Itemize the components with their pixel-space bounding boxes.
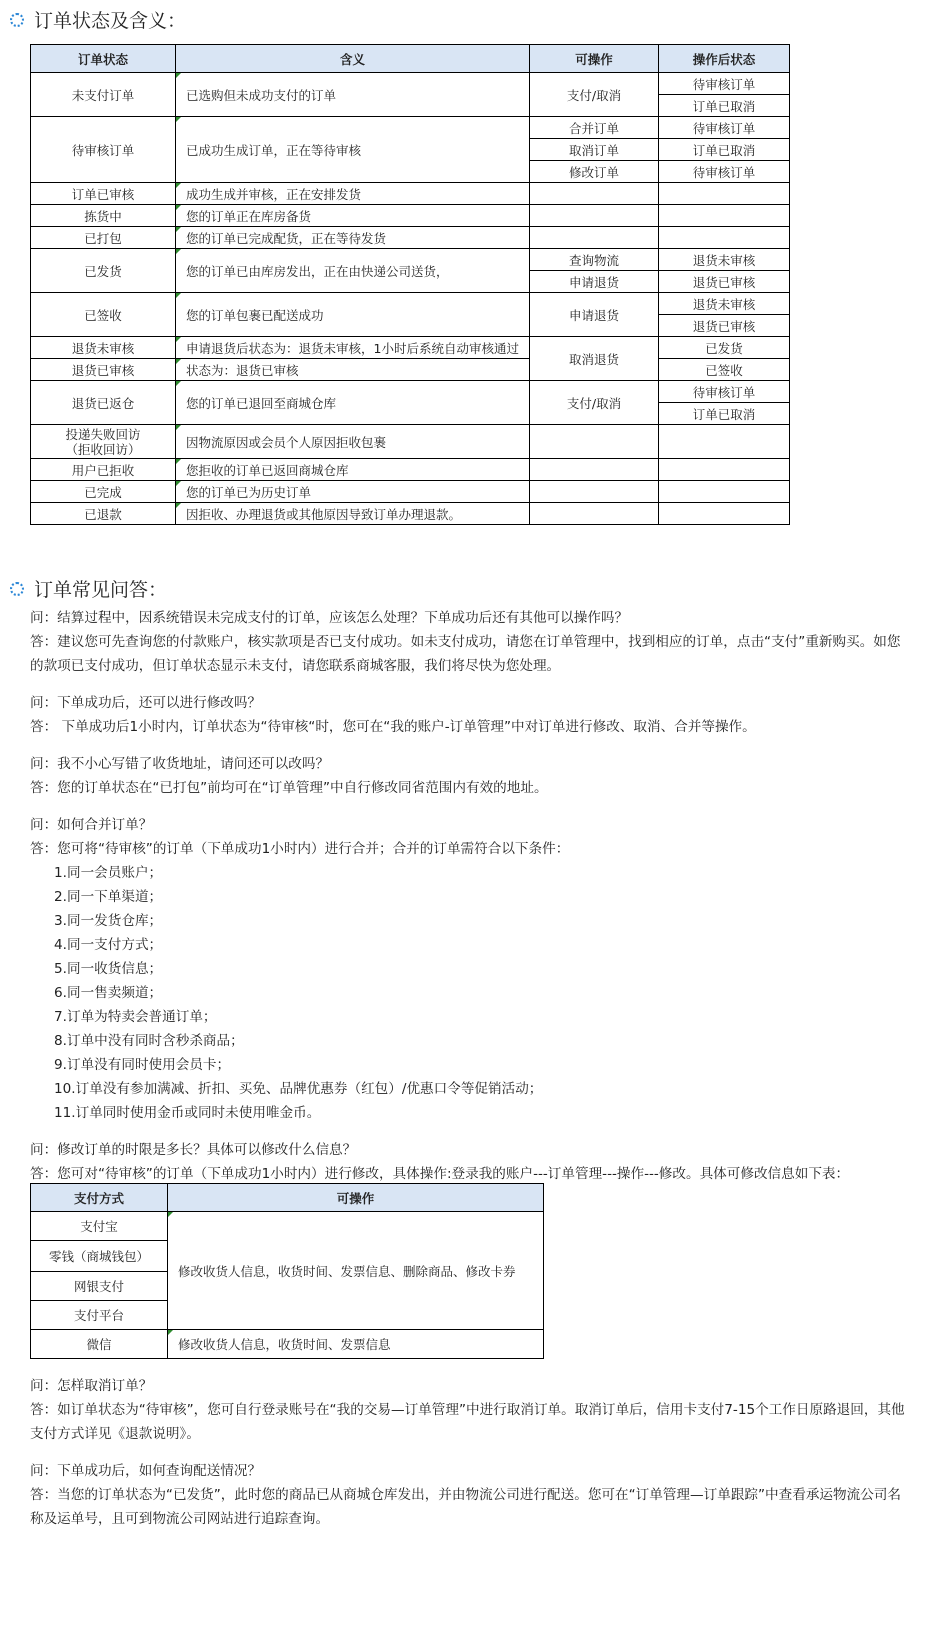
status-cell: 未支付订单 bbox=[31, 73, 176, 117]
table-row bbox=[31, 337, 790, 359]
status-cell: 待审核订单 bbox=[31, 117, 176, 183]
status-cell: 已发货 bbox=[31, 249, 176, 293]
status-cell: 订单已审核 bbox=[31, 183, 176, 205]
result-cell: 订单已取消 bbox=[659, 139, 790, 161]
status-cell: 已签收 bbox=[31, 293, 176, 337]
result-cell: 待审核订单 bbox=[659, 161, 790, 183]
status-cell: 投递失败回访 （拒收回访） bbox=[31, 425, 176, 459]
meaning-cell: 状态为：退货已审核 bbox=[176, 359, 530, 381]
table-row bbox=[31, 481, 790, 503]
result-cell: 订单已取消 bbox=[659, 95, 790, 117]
result-cell: 退货已审核 bbox=[659, 271, 790, 293]
status-cell: 退货已审核 bbox=[31, 359, 176, 381]
result-cell: 已签收 bbox=[659, 359, 790, 381]
status-cell: 退货未审核 bbox=[31, 337, 176, 359]
meaning-cell: 因物流原因或会员个人原因拒收包裹 bbox=[176, 425, 530, 459]
section-order-status-title: 订单状态及含义： bbox=[10, 6, 186, 33]
table-row bbox=[31, 459, 790, 481]
faq-block-1 bbox=[30, 606, 905, 1186]
meaning-cell: 因拒收、办理退货或其他原因导致订单办理退款。 bbox=[176, 503, 530, 525]
pay-method-cell: 支付平台 bbox=[31, 1301, 168, 1330]
pay-method-cell: 网银支付 bbox=[31, 1272, 168, 1301]
status-cell: 已打包 bbox=[31, 227, 176, 249]
status-cell: 已退款 bbox=[31, 503, 176, 525]
list-item: 3.同一发货仓库； bbox=[54, 913, 163, 929]
faq-answer: 答：建议您可先查询您的付款账户，核实款项是否已支付成功。如未支付成功，请您在订单管理中，找到相应的订单，点击“支付”重新购买。如您的款项已支付成功，但订单状态显示未支付，请您联系商城客服，我们将尽快为您处理。 bbox=[30, 634, 901, 674]
meaning-cell: 您的订单已由库房发出，正在由快递公司送货， bbox=[176, 249, 530, 293]
faq-question: 问：下单成功后，如何查询配送情况？ bbox=[30, 1463, 262, 1479]
status-cell: 退货已返仓 bbox=[31, 381, 176, 425]
table-row bbox=[31, 381, 790, 403]
header-ops: 可操作 bbox=[530, 45, 659, 73]
faq-question: 问：如何合并订单？ bbox=[30, 817, 153, 833]
table-row bbox=[31, 183, 790, 205]
result-cell: 待审核订单 bbox=[659, 381, 790, 403]
faq-answer: 答：您可对“待审核”的订单（下单成功1小时内）进行修改，具体操作:登录我的账户---订单管理---操作---修改。具体可修改信息如下表： bbox=[30, 1166, 850, 1182]
pay-ops-cell: 修改收货人信息，收货时间、发票信息 bbox=[168, 1330, 544, 1359]
meaning-cell: 成功生成并审核，正在安排发货 bbox=[176, 183, 530, 205]
result-cell: 待审核订单 bbox=[659, 73, 790, 95]
ops-cell: 支付/取消 bbox=[530, 73, 659, 117]
faq-answer: 答：您可将“待审核”的订单（下单成功1小时内）进行合并；合并的订单需符合以下条件： bbox=[30, 841, 570, 857]
table-row bbox=[31, 117, 790, 139]
faq-question: 问：下单成功后，还可以进行修改吗？ bbox=[30, 695, 262, 711]
table-row bbox=[31, 205, 790, 227]
list-item: 4.同一支付方式； bbox=[54, 937, 163, 953]
header-pay-ops: 可操作 bbox=[168, 1184, 544, 1212]
ops-cell: 支付/取消 bbox=[530, 381, 659, 425]
table-row bbox=[31, 1212, 544, 1241]
result-cell: 已发货 bbox=[659, 337, 790, 359]
ops-cell: 申请退货 bbox=[530, 293, 659, 337]
list-item: 10.订单没有参加满减、折扣、买免、品牌优惠券（红包）/优惠口令等促销活动； bbox=[54, 1081, 543, 1097]
header-status: 订单状态 bbox=[31, 45, 176, 73]
meaning-cell: 您的订单已完成配货，正在等待发货 bbox=[176, 227, 530, 249]
meaning-cell: 申请退货后状态为：退货未审核，1小时后系统自动审核通过 bbox=[176, 337, 530, 359]
list-item: 2.同一下单渠道； bbox=[54, 889, 163, 905]
faq-question: 问：我不小心写错了收货地址，请问还可以改吗？ bbox=[30, 756, 330, 772]
faq-question: 问：怎样取消订单？ bbox=[30, 1378, 153, 1394]
ops-cell: 取消订单 bbox=[530, 139, 659, 161]
table-row bbox=[31, 293, 790, 315]
list-item: 11.订单同时使用金币或同时未使用唯金币。 bbox=[54, 1105, 321, 1121]
table-row bbox=[31, 425, 790, 459]
header-result: 操作后状态 bbox=[659, 45, 790, 73]
meaning-cell: 您的订单正在库房备货 bbox=[176, 205, 530, 227]
meaning-cell: 您的订单已为历史订单 bbox=[176, 481, 530, 503]
payment-methods-table bbox=[30, 1183, 544, 1359]
faq-answer: 答： 下单成功后1小时内，订单状态为“待审核“时，您可在“我的账户-订单管理”中对订单进行修改、取消、合并等操作。 bbox=[30, 719, 756, 735]
result-cell: 待审核订单 bbox=[659, 117, 790, 139]
meaning-cell: 您拒收的订单已返回商城仓库 bbox=[176, 459, 530, 481]
header-pay-method: 支付方式 bbox=[31, 1184, 168, 1212]
status-cell: 已完成 bbox=[31, 481, 176, 503]
meaning-cell: 已成功生成订单，正在等待审核 bbox=[176, 117, 530, 183]
table-row bbox=[31, 73, 790, 95]
list-item: 1.同一会员账户； bbox=[54, 865, 163, 881]
pay-method-cell: 微信 bbox=[31, 1330, 168, 1359]
bullet-icon bbox=[10, 13, 24, 27]
pay-ops-cell: 修改收货人信息，收货时间、发票信息、删除商品、修改卡券 bbox=[168, 1212, 544, 1330]
table-row bbox=[31, 1330, 544, 1359]
faq-question: 问：结算过程中，因系统错误未完成支付的订单，应该怎么处理？下单成功后还有其他可以操作吗？ bbox=[30, 610, 629, 626]
bullet-icon bbox=[10, 582, 24, 596]
pay-method-cell: 支付宝 bbox=[31, 1212, 168, 1241]
meaning-cell: 您的订单包裹已配送成功 bbox=[176, 293, 530, 337]
section-faq-title: 订单常见问答： bbox=[10, 575, 167, 602]
meaning-cell: 已选购但未成功支付的订单 bbox=[176, 73, 530, 117]
table-row bbox=[31, 503, 790, 525]
ops-cell: 修改订单 bbox=[530, 161, 659, 183]
result-cell: 退货未审核 bbox=[659, 293, 790, 315]
table-row bbox=[31, 359, 790, 381]
result-cell: 退货未审核 bbox=[659, 249, 790, 271]
status-cell: 拣货中 bbox=[31, 205, 176, 227]
list-item: 8.订单中没有同时含秒杀商品； bbox=[54, 1033, 244, 1049]
faq-question: 问：修改订单的时限是多长？具体可以修改什么信息？ bbox=[30, 1142, 357, 1158]
ops-cell: 取消退货 bbox=[530, 337, 659, 381]
pay-method-cell: 零钱（商城钱包） bbox=[31, 1241, 168, 1272]
list-item: 7.订单为特卖会普通订单； bbox=[54, 1009, 217, 1025]
status-cell: 用户已拒收 bbox=[31, 459, 176, 481]
result-cell: 订单已取消 bbox=[659, 403, 790, 425]
faq-answer: 答：如订单状态为“待审核”，您可自行登录账号在“我的交易—订单管理”中进行取消订单。取消订单后，信用卡支付7-15个工作日原路退回，其他支付方式详见《退款说明》。 bbox=[30, 1402, 905, 1442]
ops-cell: 申请退货 bbox=[530, 271, 659, 293]
order-status-table bbox=[30, 44, 790, 525]
faq-answer: 答：您的订单状态在“已打包”前均可在“订单管理”中自行修改同省范围内有效的地址。 bbox=[30, 780, 548, 796]
list-item: 5.同一收货信息； bbox=[54, 961, 163, 977]
header-meaning: 含义 bbox=[176, 45, 530, 73]
list-item: 6.同一售卖频道； bbox=[54, 985, 163, 1001]
list-item: 9.订单没有同时使用会员卡； bbox=[54, 1057, 231, 1073]
table-row bbox=[31, 227, 790, 249]
result-cell: 退货已审核 bbox=[659, 315, 790, 337]
table-row bbox=[31, 249, 790, 271]
faq-block-2 bbox=[30, 1374, 905, 1531]
faq-answer: 答：当您的订单状态为“已发货”，此时您的商品已从商城仓库发出，并由物流公司进行配送。您可在“订单管理—订单跟踪”中查看承运物流公司名称及运单号，且可到物流公司网站进行追踪查询。 bbox=[30, 1487, 901, 1527]
meaning-cell: 您的订单已退回至商城仓库 bbox=[176, 381, 530, 425]
ops-cell: 查询物流 bbox=[530, 249, 659, 271]
ops-cell: 合并订单 bbox=[530, 117, 659, 139]
